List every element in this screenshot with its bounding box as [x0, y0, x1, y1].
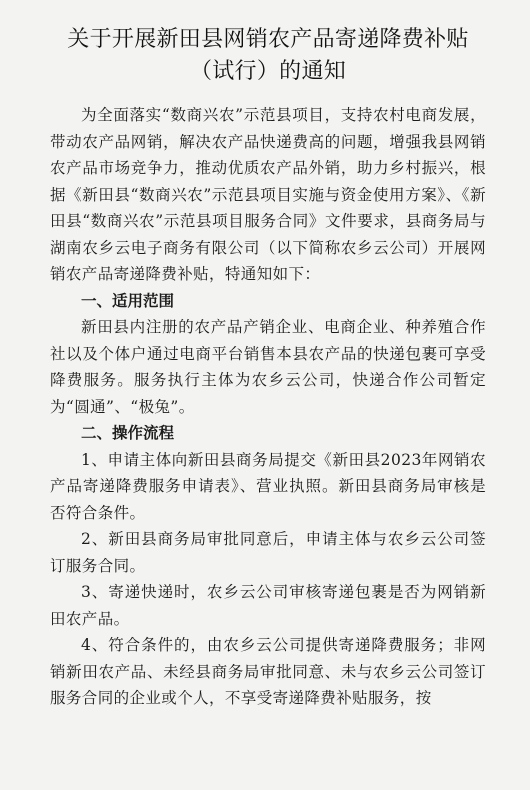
title-line-2: （试行）的通知 — [189, 59, 347, 84]
intro-paragraph: 为全面落实“数商兴农”示范县项目，支持农村电商发展，带动农产品网销，解决农产品快递费高的问题，增强我县网销农产品市场竞争力，推动优质农产品外销，助力乡村振兴，根据《新田县“数商兴农”示范县项目实施与资金使用方案》、《新田县“数商兴农”示范县项目服务合同》文件要求，县商务局与湖南农乡云电子商务有限公司（以下简称农乡云公司）开展网销农产品寄递降费补贴，特通知如下： — [50, 106, 486, 283]
section-heading-procedure: 二、操作流程 — [81, 424, 175, 442]
procedure-step-4: 4、符合条件的，由农乡云公司提供寄递降费服务；非网销新田农产品、未经县商务局审批同意、未与农乡云公司签订服务合同的企业或个人，不享受寄递降费补贴服务，按 — [50, 636, 486, 707]
scope-paragraph: 新田县内注册的农产品产销企业、电商企业、种养殖合作社以及个体户通过电商平台销售本县农产品的快递包裹可享受降费服务。服务执行主体为农乡云公司，快递合作公司暂定为“圆通”、“极兔”。 — [50, 318, 486, 416]
procedure-step-2: 2、新田县商务局审批同意后，申请主体与农乡云公司签订服务合同。 — [50, 530, 486, 575]
procedure-step-1: 1、申请主体向新田县商务局提交《新田县2023年网销农产品寄递降费服务申请表》、营业执照。新田县商务局审核是否符合条件。 — [50, 450, 486, 522]
document-title — [50, 24, 486, 88]
procedure-step-3: 3、寄递快递时，农乡云公司审核寄递包裹是否为网销新田农产品。 — [50, 583, 486, 628]
title-line-1: 关于开展新田县网销农产品寄递降费补贴 — [67, 27, 469, 52]
section-heading-scope: 一、适用范围 — [81, 291, 175, 310]
